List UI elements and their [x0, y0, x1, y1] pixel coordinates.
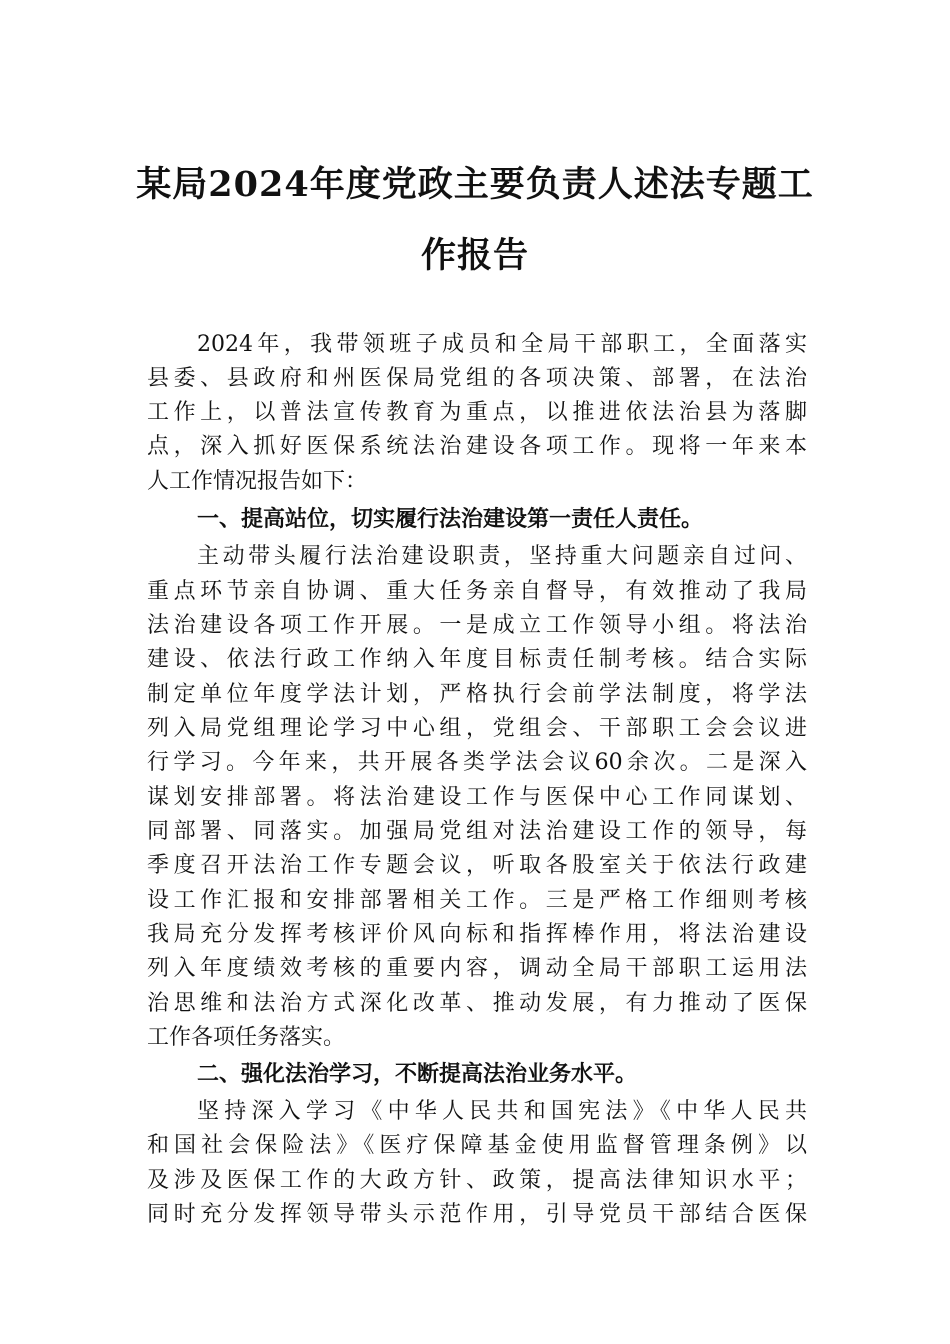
- paragraph-line: 工作上，以普法宣传教育为重点，以推进依法治县为落脚: [147, 400, 807, 425]
- paragraph-line: 坚持深入学习《中华人民共和国宪法》《中华人民共: [197, 1099, 807, 1124]
- paragraph-line: 县委、县政府和州医保局党组的各项决策、部署，在法治: [147, 366, 807, 391]
- paragraph-line: 和国社会保险法》《医疗保障基金使用监督管理条例》以: [147, 1133, 807, 1158]
- paragraph-line: 重点环节亲自协调、重大任务亲自督导，有效推动了我局: [147, 579, 807, 604]
- paragraph-line: 建设、依法行政工作纳入年度目标责任制考核。结合实际: [147, 647, 807, 672]
- paragraph-line: 行学习。今年来，共开展各类学法会议60余次。二是深入: [147, 750, 807, 775]
- paragraph-line: 法治建设各项工作开展。一是成立工作领导小组。将法治: [147, 613, 807, 638]
- paragraph-line: 同部署、同落实。加强局党组对法治建设工作的领导，每: [147, 819, 807, 844]
- paragraph-line: 治思维和法治方式深化改革、推动发展，有力推动了医保: [147, 991, 807, 1016]
- paragraph-line: 列入局党组理论学习中心组，党组会、干部职工会会议进: [147, 716, 807, 741]
- document-title-line-2: 作报告: [420, 235, 529, 276]
- paragraph-line: 主动带头履行法治建设职责，坚持重大问题亲自过问、: [197, 544, 807, 569]
- document-title-line-1: 某局2024年度党政主要负责人述法专题工: [136, 164, 814, 205]
- paragraph-line: 制定单位年度学法计划，严格执行会前学法制度，将学法: [147, 682, 807, 707]
- section-heading: 一、提高站位，切实履行法治建设第一责任人责任。: [197, 507, 704, 532]
- paragraph-line: 设工作汇报和安排部署相关工作。三是严格工作细则考核: [147, 888, 807, 913]
- paragraph-line: 我局充分发挥考核评价风向标和指挥棒作用，将法治建设: [147, 922, 807, 947]
- paragraph-line: 工作各项任务落实。: [147, 1025, 346, 1050]
- paragraph-line: 列入年度绩效考核的重要内容，调动全局干部职工运用法: [147, 956, 807, 981]
- paragraph-line: 点，深入抓好医保系统法治建设各项工作。现将一年来本: [147, 434, 807, 459]
- paragraph-line: 季度召开法治工作专题会议，听取各股室关于依法行政建: [147, 853, 807, 878]
- paragraph-line: 同时充分发挥领导带头示范作用，引导党员干部结合医保: [147, 1202, 807, 1227]
- paragraph-line: 及涉及医保工作的大政方针、政策，提高法律知识水平；: [147, 1168, 807, 1193]
- paragraph-line: 人工作情况报告如下：: [147, 469, 368, 494]
- paragraph-line: 谋划安排部署。将法治建设工作与医保中心工作同谋划、: [147, 785, 807, 810]
- section-heading: 二、强化法治学习，不断提高法治业务水平。: [197, 1062, 638, 1087]
- paragraph-line: 2024年，我带领班子成员和全局干部职工，全面落实: [197, 332, 807, 357]
